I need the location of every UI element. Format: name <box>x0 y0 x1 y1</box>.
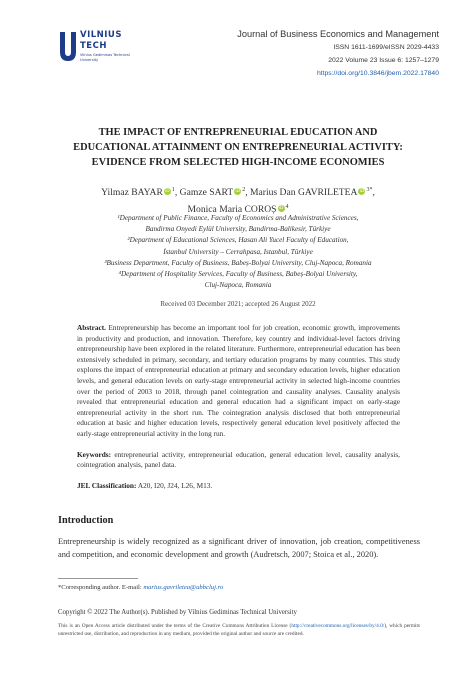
corresponding-author-footnote <box>58 584 223 591</box>
affiliations <box>60 213 416 291</box>
logo-line-2: TECH <box>80 41 107 51</box>
abstract-paragraph <box>77 323 400 440</box>
license-text-after: ), which permits unrestricted use, distribution, and reproduction in any medium, provided the original author and source are credited. <box>58 623 420 637</box>
affiliation-line: ²Department of Educational Sciences, Hasan Ali Yucel Faculty of Education, <box>127 236 349 245</box>
author-affil-marker: 2 <box>242 187 246 193</box>
author-affil-marker: 3* <box>366 187 373 193</box>
abstract-text: Entrepreneurship has become an important tool for job creation, economic growth, improvements in productivity and production, and innovation. Therefore, key country and individual-level factors driving entrepreneurship have been explored in the related literature. Furthermore, entrepreneurial education has been extensively scheduled in primary, secondary, and tertiary education programs by many countries. This study explores the impact of entrepreneurial education at primary and secondary education levels, higher education levels, and general education levels on early-stage entrepreneurial activity in selected high-income countries over the period of 2003 to 2018, through panel cointegration and causality analyses. Causality analysis revealed that entrepreneurial education and general education had a significant impact on early-stage entrepreneurial activity in the short run. The cointegration analysis disclosed that both entrepreneurial education at basic and higher education levels, respectively general education level positively affected the early-stage entrepreneurial activity in the long run. <box>77 323 400 438</box>
section-heading-introduction: Introduction <box>58 515 114 526</box>
intro-paragraph: Entrepreneurship is widely recognized as a significant driver of innovation, job creation, competitiveness and competition, and economic development and growth (Audretsch, 2007; Stoica et al., 2020). <box>58 537 420 559</box>
author-email-link[interactable]: marius.gavriletea@ubbcluj.ro <box>143 584 224 591</box>
jel-label: JEL Classification: <box>77 480 137 490</box>
logo-line-1: VILNIUS <box>80 30 122 40</box>
affiliation-line: ³Business Department, Faculty of Business, Babeș-Bolyai University, Cluj-Napoca, Romania <box>104 258 372 267</box>
received-dates: Received 03 December 2021; accepted 26 August 2022 <box>160 300 316 308</box>
affiliation-line: İstanbul University – Cerrahpasa, Istanbul, Türkiye <box>163 247 313 256</box>
keywords-text: entrepreneurial activity, entrepreneurial education, general education level, causality analysis, cointegration analysis, panel data. <box>77 449 400 470</box>
author-name: Monica Maria COROȘ <box>187 204 277 215</box>
orcid-icon[interactable]: iD <box>359 189 365 194</box>
orcid-icon[interactable]: iD <box>235 189 241 194</box>
affiliation-line: Bandirma Onyedi Eylül University, Bandirma-Balikesir, Türkiye <box>145 225 331 234</box>
license-text-before: This is an Open Access article distributed under the terms of the Creative Commons Attribution License ( <box>58 623 292 629</box>
journal-title: Journal of Business Economics and Management <box>237 29 439 39</box>
keywords-paragraph <box>77 450 400 471</box>
footnote-divider <box>58 578 138 579</box>
jel-paragraph <box>77 481 400 492</box>
vilnius-tech-logo-icon <box>58 30 78 64</box>
journal-volume: 2022 Volume 23 Issue 6: 1257–1279 <box>328 57 439 64</box>
title-line: EDUCATIONAL ATTAINMENT ON ENTREPRENEURIAL ACTIVITY: <box>73 142 403 153</box>
affiliation-line: ⁴Department of Hospitality Services, Faculty of Business, Babeș-Bolyai University, <box>118 270 358 279</box>
title-line: EVIDENCE FROM SELECTED HIGH-INCOME ECONOMIES <box>91 157 385 168</box>
copyright-notice: Copyright © 2022 The Author(s). Published by Vilnius Gediminas Technical University <box>58 609 297 616</box>
footnote-label: *Corresponding author. E-mail: <box>58 584 142 591</box>
author-name: Gamze SART <box>179 187 234 198</box>
license-notice <box>58 622 420 638</box>
title-line: THE IMPACT OF ENTREPRENEURIAL EDUCATION AND <box>98 127 378 138</box>
author-name: Marius Dan GAVRILETEA <box>249 187 358 198</box>
abstract-block <box>77 323 400 491</box>
article-title <box>40 125 436 170</box>
affiliation-line: ¹Department of Public Finance, Faculty of Economics and Administrative Sciences, <box>117 214 359 222</box>
orcid-icon[interactable]: iD <box>165 189 170 194</box>
jel-text: A20, I20, J24, L26, M13. <box>137 480 213 490</box>
author-affil-marker: 1 <box>171 187 175 193</box>
affiliation-line: Cluj-Napoca, Romania <box>204 281 272 290</box>
orcid-icon[interactable]: iD <box>278 206 284 211</box>
author-affil-marker: 4 <box>285 204 289 210</box>
author-name: Yilmaz BAYAR <box>101 187 163 198</box>
logo-line-3: Vilnius Gediminas Technical University <box>80 53 130 62</box>
journal-header <box>237 27 439 80</box>
university-logo <box>58 30 138 70</box>
license-link[interactable]: http://creativecommons.org/licenses/by/4.0/ <box>291 623 385 629</box>
doi-link[interactable]: https://doi.org/10.3846/jbem.2022.17840 <box>316 70 439 77</box>
author-list: Yilmaz BAYAR iD $^1$, Gamze SART iD $^2$, Marius Dan GAVRILETEA iD $^{3*}$, Monica Maria COROȘ iD $^4$ <box>101 187 375 215</box>
abstract-label: Abstract. <box>77 323 106 332</box>
keywords-label: Keywords: <box>77 449 112 459</box>
journal-issn: ISSN 1611-1699/eISSN 2029-4433 <box>333 44 439 51</box>
